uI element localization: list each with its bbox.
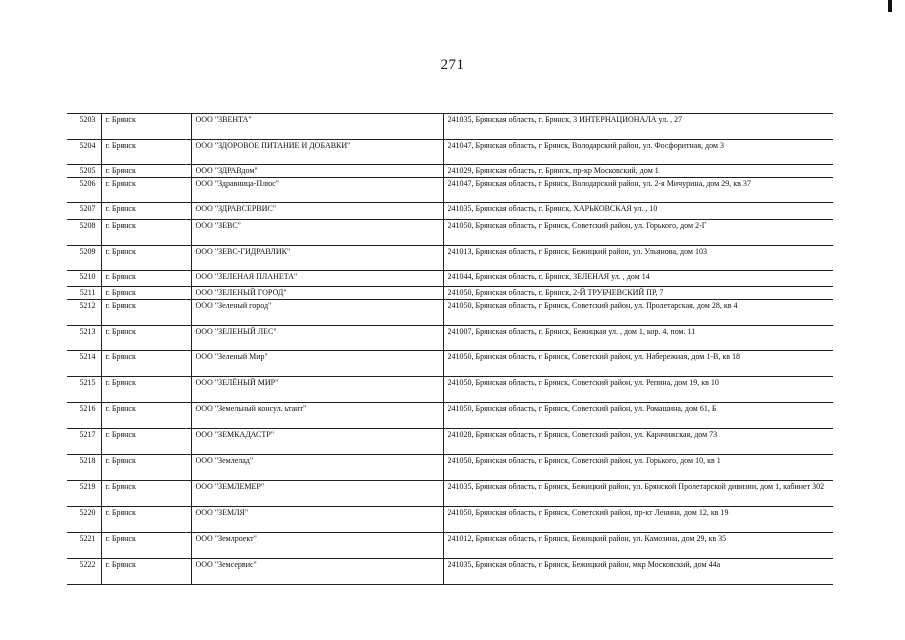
- row-address: 241050, Брянская область, г. Брянск, 2-Й ТРУБЧЕВСКИЙ ПР, 7: [443, 287, 833, 300]
- row-organization: ООО "Землелад": [191, 455, 443, 481]
- row-address: 241012, Брянская область, г Брянск, Бежицкий район, ул. Камозина, дом 29, кв 35: [443, 533, 833, 559]
- row-city: г. Брянск: [101, 203, 191, 220]
- row-number: 5221: [67, 533, 101, 559]
- row-number: 5203: [67, 114, 101, 140]
- row-organization: ООО "Землроект": [191, 533, 443, 559]
- row-city: г. Брянск: [101, 300, 191, 326]
- row-organization: ООО "ЗВЕНТА": [191, 114, 443, 140]
- row-number: 5213: [67, 326, 101, 351]
- row-organization: ООО "Зеленый город": [191, 300, 443, 326]
- row-address: 241047, Брянская область, г Брянск, Володарский район, ул. Фосфоритная, дом 3: [443, 140, 833, 165]
- row-organization: ООО "ЗДРАВдом": [191, 165, 443, 178]
- row-number: 5205: [67, 165, 101, 178]
- row-organization: ООО "ЗЕМЛЕМЕР": [191, 481, 443, 507]
- row-organization: ООО "ЗЕЛЕНАЯ ПЛАНЕТА": [191, 271, 443, 287]
- table-row: [67, 533, 833, 559]
- row-number: 5207: [67, 203, 101, 220]
- row-number: 5214: [67, 351, 101, 377]
- row-organization: ООО "ЗЕВС-ГИДРАВЛИК": [191, 246, 443, 271]
- table-row: [67, 403, 833, 429]
- row-number: 5217: [67, 429, 101, 455]
- row-number: 5216: [67, 403, 101, 429]
- row-address: 241050, Брянская область, г Брянск, Советский район, ул. Горького, дом 10, кв 1: [443, 455, 833, 481]
- table-row: [67, 377, 833, 403]
- row-address: 241050, Брянская область, г Брянск, Советский район, ул. Ромашина, дом 61, Б: [443, 403, 833, 429]
- table-row: [67, 351, 833, 377]
- row-city: г. Брянск: [101, 377, 191, 403]
- table-row: [67, 178, 833, 203]
- row-number: 5220: [67, 507, 101, 533]
- row-number: 5208: [67, 220, 101, 246]
- table-row: [67, 203, 833, 220]
- row-organization: ООО "Земсервис": [191, 559, 443, 585]
- page-edge-mark: [888, 0, 892, 12]
- table-row: [67, 326, 833, 351]
- table-row: [67, 300, 833, 326]
- row-city: г. Брянск: [101, 455, 191, 481]
- table-row: [67, 165, 833, 178]
- row-address: 241013, Брянская область, г Брянск, Бежицкий район, ул. Ульянова, дом 103: [443, 246, 833, 271]
- row-number: 5218: [67, 455, 101, 481]
- row-city: г. Брянск: [101, 140, 191, 165]
- row-city: г. Брянск: [101, 533, 191, 559]
- row-city: г. Брянск: [101, 351, 191, 377]
- row-number: 5210: [67, 271, 101, 287]
- row-number: 5211: [67, 287, 101, 300]
- row-city: г. Брянск: [101, 429, 191, 455]
- table-row: [67, 140, 833, 165]
- row-city: г. Брянск: [101, 178, 191, 203]
- row-organization: ООО "ЗЕВС": [191, 220, 443, 246]
- row-organization: ООО "ЗДОРОВОЕ ПИТАНИЕ И ДОБАВКИ": [191, 140, 443, 165]
- row-address: 241029, Брянская область, г. Брянск, пр-кр Московский, дом 1: [443, 165, 833, 178]
- row-organization: ООО "Здравница-Плюс": [191, 178, 443, 203]
- row-city: г. Брянск: [101, 271, 191, 287]
- row-number: 5212: [67, 300, 101, 326]
- table-row: [67, 481, 833, 507]
- row-organization: ООО "ЗЕМЛЯ": [191, 507, 443, 533]
- table-row: [67, 287, 833, 300]
- row-number: 5215: [67, 377, 101, 403]
- row-organization: ООО "ЗЕЛЁНЫЙ МИР": [191, 377, 443, 403]
- row-organization: ООО "ЗЕЛЕНЫЙ ГОРОД": [191, 287, 443, 300]
- row-city: г. Брянск: [101, 287, 191, 300]
- table-row: [67, 507, 833, 533]
- row-city: г. Брянск: [101, 114, 191, 140]
- row-address: 241035, Брянская область, г Брянск, Бежицкий район, ул. Брянской Пролетарской дивизии, дом 1, кабинет 302: [443, 481, 833, 507]
- row-address: 241007, Брянская область, г. Брянск, Бежицкая ул. , дом 1, кор. 4, пом. 11: [443, 326, 833, 351]
- row-number: 5209: [67, 246, 101, 271]
- page-number: 271: [440, 57, 465, 73]
- row-organization: ООО "Земельный консул. ьтант": [191, 403, 443, 429]
- row-city: г. Брянск: [101, 403, 191, 429]
- table-row: [67, 220, 833, 246]
- row-address: 241035, Брянская область, г Брянск, Бежицкий район, мкр Московский, дом 44а: [443, 559, 833, 585]
- row-address: 241050, Брянская область, г Брянск, Советский район, ул. Горького, дом 2-Г: [443, 220, 833, 246]
- row-address: 241050, Брянская область, г Брянск, Советский район, ул. Репина, дом 19, кв 10: [443, 377, 833, 403]
- row-organization: ООО "Зеленый Мир": [191, 351, 443, 377]
- row-address: 241050, Брянская область, г Брянск, Советский район, ул. Набережная, дом 1-В, кв 18: [443, 351, 833, 377]
- table-row: [67, 271, 833, 287]
- row-address: 241035, Брянская область, г. Брянск, 3 ИНТЕРНАЦИОНАЛА ул. , 27: [443, 114, 833, 140]
- row-address: 241028, Брянская область, г Брянск, Советский район, ул. Карачижская, дом 73: [443, 429, 833, 455]
- table-row: [67, 114, 833, 140]
- row-number: 5204: [67, 140, 101, 165]
- table-row: [67, 246, 833, 271]
- table-row: [67, 455, 833, 481]
- row-address: 241047, Брянская область, г Брянск, Володарский район, ул. 2-я Мичурина, дом 29, кв 37: [443, 178, 833, 203]
- row-city: г. Брянск: [101, 326, 191, 351]
- row-organization: ООО "ЗДРАВСЕРВИС": [191, 203, 443, 220]
- organization-registry-table: [67, 113, 833, 585]
- row-organization: ООО "ЗЕМКАДАСТР": [191, 429, 443, 455]
- row-address: 241050, Брянская область, г Брянск, Советский район, ул. Пролетарская, дом 28, кв 4: [443, 300, 833, 326]
- row-address: 241035, Брянская область, г. Брянск, ХАРЬКОВСКАЯ ул. , 10: [443, 203, 833, 220]
- row-city: г. Брянск: [101, 507, 191, 533]
- table-row: [67, 429, 833, 455]
- row-city: г. Брянск: [101, 481, 191, 507]
- row-city: г. Брянск: [101, 165, 191, 178]
- row-address: 241044, Брянская область, г. Брянск, ЗЕЛЕНАЯ ул. , дом 14: [443, 271, 833, 287]
- row-city: г. Брянск: [101, 559, 191, 585]
- row-organization: ООО "ЗЕЛЕНЫЙ ЛЕС": [191, 326, 443, 351]
- row-number: 5222: [67, 559, 101, 585]
- row-number: 5206: [67, 178, 101, 203]
- row-address: 241050, Брянская область, г Брянск, Советский район, пр-кт Ленина, дом 12, кв 19: [443, 507, 833, 533]
- row-number: 5219: [67, 481, 101, 507]
- table-row: [67, 559, 833, 585]
- row-city: г. Брянск: [101, 246, 191, 271]
- row-city: г. Брянск: [101, 220, 191, 246]
